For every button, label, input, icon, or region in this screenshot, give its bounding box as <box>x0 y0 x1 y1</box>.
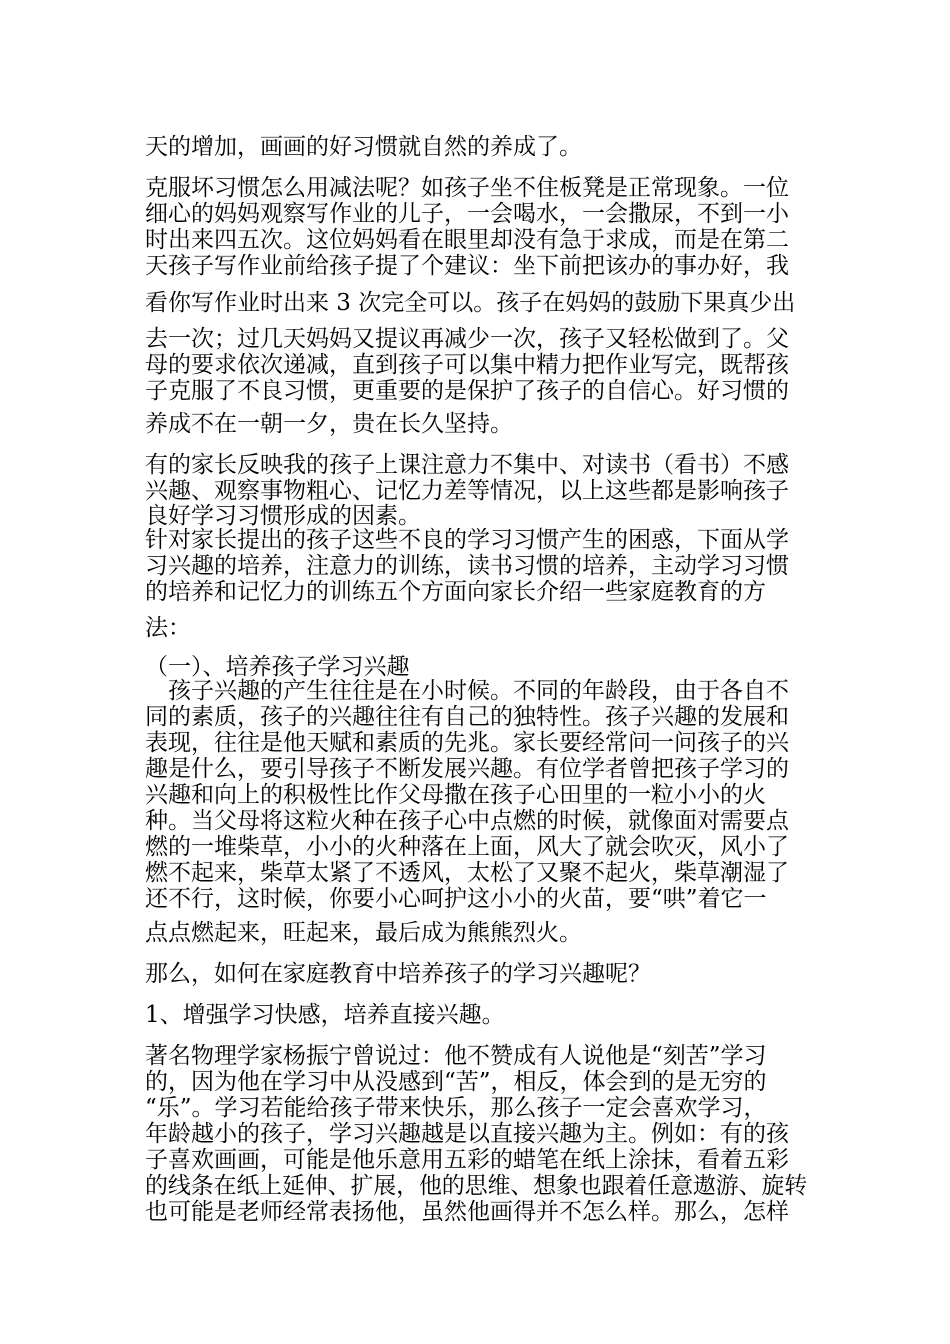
text-line: 还不行，这时候，你要小心呵护这小小的火苗，要“哄”着它一 <box>145 886 767 912</box>
text-line: 的线条在纸上延伸、扩展，他的思维、想象也跟着任意遨游、旋转 <box>145 1173 808 1199</box>
text-line: 兴趣和向上的积极性比作父母撒在孩子心田里的一粒小小的火 <box>145 782 766 808</box>
text-line: 的培养和记忆力的训练五个方面向家长介绍一些家庭教育的方 <box>145 579 766 605</box>
text-line: 习兴趣的培养，注意力的训练，读书习惯的培养，主动学习习惯 <box>145 553 789 579</box>
text-line: 针对家长提出的孩子这些不良的学习习惯产生的困惑，下面从学 <box>145 527 789 553</box>
text-line: 母的要求依次递减，直到孩子可以集中精力把作业写完，既帮孩 <box>145 352 789 378</box>
text-line: 燃不起来，柴草太紧了不透风，太松了又聚不起火，柴草潮湿了 <box>145 860 789 886</box>
text-line: 孩子兴趣的产生往往是在小时候。不同的年龄段，由于各自不 <box>145 678 789 704</box>
text-line: 去一次；过几天妈妈又提议再减少一次，孩子又轻松做到了。父 <box>145 326 789 352</box>
section-heading: （一）、培养孩子学习兴趣 <box>145 654 410 680</box>
text-line: 兴趣、观察事物粗心、记忆力差等情况，以上这些都是影响孩子 <box>145 478 789 504</box>
text-line: “乐”。学习若能给孩子带来快乐，那么孩子一定会喜欢学习， <box>145 1095 767 1121</box>
text-line: 法： <box>145 615 191 641</box>
text-line: 有的家长反映我的孩子上课注意力不集中、对读书（看书）不感 <box>145 452 789 478</box>
text-line: 同的素质，孩子的兴趣往往有自己的独特性。孩子兴趣的发展和 <box>145 704 789 730</box>
text-line: 年龄越小的孩子，学习兴趣越是以直接兴趣为主。例如：有的孩 <box>145 1121 789 1147</box>
text-line: 细心的妈妈观察写作业的儿子，一会喝水，一会撒尿，不到一小 <box>145 201 789 227</box>
text-line: 燃的一堆柴草，小小的火种落在上面，风大了就会吹灭，风小了 <box>145 834 789 860</box>
text-line: 种。当父母将这粒火种在孩子心中点燃的时候，就像面对需要点 <box>145 808 789 834</box>
text-line: 时出来四五次。这位妈妈看在眼里却没有急于求成，而是在第二 <box>145 227 789 253</box>
text-line: 那么，如何在家庭教育中培养孩子的学习兴趣呢？ <box>145 961 651 987</box>
text-line: 良好学习习惯形成的因素。 <box>145 503 421 529</box>
text-line: 养成不在一朝一夕，贵在长久坚持。 <box>145 411 513 437</box>
text-line: 趣是什么，要引导孩子不断发展兴趣。有位学者曾把孩子学习的 <box>145 756 789 782</box>
text-line: 天的增加，画画的好习惯就自然的养成了。 <box>145 134 582 160</box>
text-line: 的，因为他在学习中从没感到“苦”，相反，体会到的是无穷的 <box>145 1069 767 1095</box>
text-line: 克服坏习惯怎么用减法呢？如孩子坐不住板凳是正常现象。一位 <box>145 175 789 201</box>
text-line: 点点燃起来，旺起来，最后成为熊熊烈火。 <box>145 920 582 946</box>
text-line: 看你写作业时出来 3 次完全可以。孩子在妈妈的鼓励下果真少出 <box>145 290 796 316</box>
text-line: 也可能是老师经常表扬他，虽然他画得并不怎么样。那么，怎样 <box>145 1199 789 1225</box>
text-line: 子克服了不良习惯，更重要的是保护了孩子的自信心。好习惯的 <box>145 378 789 404</box>
text-line: 表现，往往是他天赋和素质的先兆。家长要经常问一问孩子的兴 <box>145 730 789 756</box>
subsection-heading: 1、增强学习快感，培养直接兴趣。 <box>145 1002 505 1028</box>
text-line: 著名物理学家杨振宁曾说过：他不赞成有人说他是“刻苦”学习 <box>145 1043 767 1069</box>
text-line: 子喜欢画画，可能是他乐意用五彩的蜡笔在纸上涂抹，看着五彩 <box>145 1147 789 1173</box>
text-line: 天孩子写作业前给孩子提了个建议：坐下前把该办的事办好，我 <box>145 253 789 279</box>
